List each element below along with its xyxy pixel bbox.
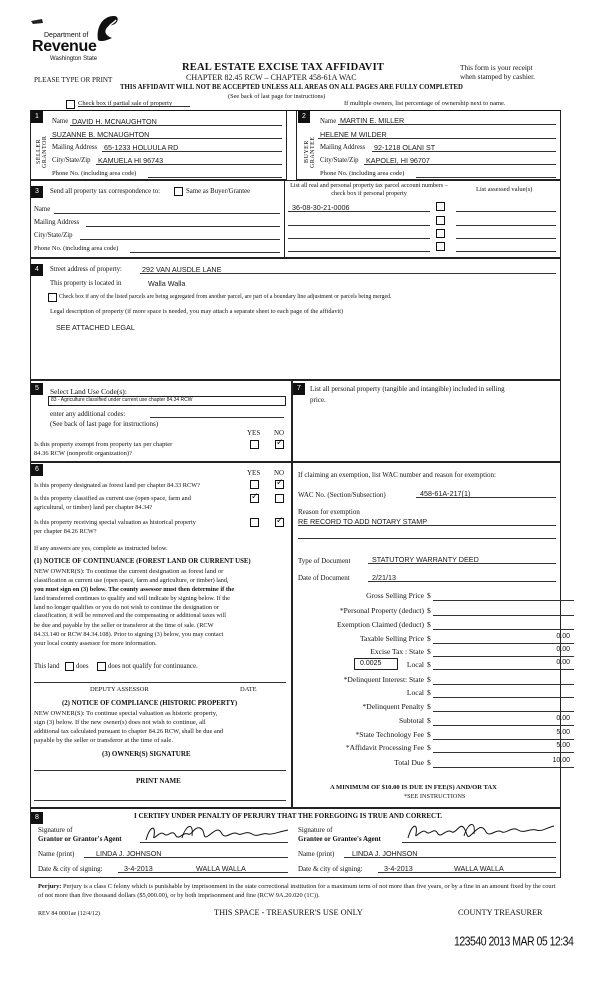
grantor-name: LINDA J. JOHNSON	[96, 849, 162, 858]
seller-phone-line	[148, 177, 282, 178]
dollar-sign: $	[427, 716, 431, 725]
s3-phone-line	[130, 252, 280, 253]
fee-line	[433, 643, 574, 644]
s5-yes-label: YES	[247, 429, 261, 437]
fee-row-personal	[298, 606, 574, 616]
grantee-name-line	[344, 857, 556, 858]
s6-q3-no[interactable]	[275, 518, 284, 527]
seller-name-label: Name	[52, 118, 69, 125]
seller-city-line	[96, 164, 282, 165]
fee-row-penalty	[298, 702, 574, 712]
assessed-line-4	[456, 251, 556, 252]
s3-phone-label: Phone No. (including area code)	[34, 245, 119, 252]
fee-label: Subtotal	[398, 716, 424, 725]
notice1-l5: land no longer qualifies or you do not wish to continue the designation or	[34, 604, 219, 611]
grantor-sig-label-1: Signature of	[38, 826, 73, 834]
grantor-date: 3-4-2013	[124, 864, 153, 873]
dollar-sign: $	[427, 702, 431, 711]
fee-row-taxable	[298, 634, 574, 644]
reason-line-2	[298, 538, 556, 539]
grantor-signature	[142, 822, 292, 846]
grantor-name-line	[84, 857, 288, 858]
section3-number: 3	[31, 186, 43, 198]
s6-q3a: Is this property receiving special valuation as historical property	[34, 519, 196, 526]
dollar-sign: $	[427, 758, 431, 767]
partial-sale-line	[78, 106, 190, 107]
exempt-q2: 84.36 RCW (nonprofit organization)?	[34, 450, 132, 457]
notice1-l3: you must sign on (3) below. The county assessor must then determine if the	[34, 586, 235, 593]
dollar-sign: $	[427, 647, 431, 656]
fee-line	[433, 725, 574, 726]
dept-name: Revenue	[32, 38, 97, 55]
multiple-owners-note: If multiple owners, list percentage of ownership next to name.	[344, 100, 506, 107]
seller-mailing-label: Mailing Address	[52, 144, 98, 151]
exempt-no-checkbox[interactable]	[275, 440, 284, 449]
s6-q2b: agricultural, or timber) land per chapter 84.34?	[34, 504, 153, 511]
section4-number: 4	[31, 264, 43, 276]
same-as-buyer-label: Same as Buyer/Grantee	[186, 188, 251, 195]
fee-value: 0.00	[556, 646, 570, 653]
section7-number: 7	[293, 383, 305, 395]
seller-city: KAMUELA HI 96743	[98, 156, 164, 165]
does-checkbox[interactable]	[65, 662, 74, 671]
seller-name-1: DAVID H. MCNAUGHTON	[72, 117, 157, 126]
ink-mark-icon	[30, 16, 44, 26]
fee-label: Local	[406, 660, 424, 669]
grantor-sig-label-2: Grantor or Grantor's Agent	[38, 835, 122, 843]
see-back: (See back of last page for instructions)	[228, 93, 326, 100]
dollar-sign: $	[427, 660, 431, 669]
grantee-name-label: Name (print)	[298, 850, 335, 858]
receipt-note-1: This form is your receipt	[460, 63, 533, 72]
s5-see-back: (See back of last page for instructions)	[50, 420, 159, 428]
fee-value: 0.00	[556, 633, 570, 640]
reason-line-1	[298, 525, 556, 526]
fee-row-tech-fee	[298, 730, 574, 740]
seller-phone-label: Phone No. (including area code)	[52, 170, 137, 177]
fee-label: Local	[406, 688, 424, 697]
dollar-sign: $	[427, 591, 431, 600]
grantor-date-label: Date & city of signing:	[38, 865, 103, 873]
street-line	[140, 273, 556, 274]
fee-value: 0.00	[556, 659, 570, 666]
owner-sig-line	[34, 770, 286, 771]
section1-number: 1	[31, 111, 43, 123]
fee-row-interest-local	[298, 688, 574, 698]
buyer-name-line-2	[318, 138, 556, 139]
s6-q2-no[interactable]	[275, 494, 284, 503]
dor-logo	[30, 14, 120, 66]
buyer-name-label: Name	[320, 118, 337, 125]
doc-type-label: Type of Document	[298, 557, 351, 565]
grantee-name: LINDA J. JOHNSON	[352, 849, 418, 858]
section1-divider	[30, 110, 561, 111]
owner-sig-label: (3) OWNER(S) SIGNATURE	[102, 750, 191, 758]
parcel-line-1	[288, 211, 430, 212]
seller-city-label: City/State/Zip	[52, 157, 91, 164]
grantee-city: WALLA WALLA	[454, 864, 504, 873]
dollar-sign: $	[427, 606, 431, 615]
fee-label: Gross Selling Price	[366, 591, 424, 600]
s3-city-label: City/State/Zip	[34, 232, 73, 239]
buyer-phone-label: Phone No. (including area code)	[320, 170, 405, 177]
grantee-sig-label-2: Grantee or Grantee's Agent	[298, 835, 381, 843]
wac-label: WAC No. (Section/Subsection)	[298, 491, 386, 499]
fee-label: *Affidavit Processing Fee	[345, 743, 424, 752]
notice1-l8: 84.33.140 or RCW 84.34.108). Prior to signing (3) below, you may contact	[34, 631, 224, 638]
notice1-l9: your local county assessor for more information.	[34, 640, 157, 647]
dollar-sign: $	[427, 620, 431, 629]
assessed-line-1	[456, 211, 556, 212]
dept-state: Washington State	[50, 56, 98, 62]
s6-q3-yes[interactable]	[250, 518, 259, 527]
grantee-date-label: Date & city of signing:	[298, 865, 363, 873]
s3-name-label: Name	[34, 206, 51, 213]
notice2-l1: NEW OWNER(S): To continue special valuation as historic property,	[34, 710, 218, 717]
s6-q1: Is this property designated as forest land per chapter 84.33 RCW?	[34, 482, 200, 489]
s6-q2-yes[interactable]	[250, 494, 259, 503]
fee-row-total	[298, 758, 574, 768]
seller-name-line-2	[50, 138, 282, 139]
fee-line	[433, 629, 574, 630]
land-use-value: 83 - Agriculture classified under current use chapter 84.34 RCW	[51, 397, 193, 403]
perjury-title: Perjury:	[38, 883, 62, 890]
fee-value: 0.00	[556, 715, 570, 722]
notice1-l2: classification as current use (open space, farm and agriculture, or timber) land,	[34, 577, 229, 584]
buyer-name-2: HELENE M WILDER	[320, 130, 387, 139]
fee-row-subtotal	[298, 716, 574, 726]
segregated-checkbox[interactable]	[48, 293, 57, 302]
notice1-title: (1) NOTICE OF CONTINUANCE (FOREST LAND OR CURRENT USE)	[34, 558, 251, 565]
wac-value: 458-61A-217(1)	[420, 489, 471, 498]
fee-line	[433, 739, 574, 740]
reason-label: Reason for exemption	[298, 508, 360, 516]
grantor-date-line	[118, 872, 288, 873]
buyer-mailing-label: Mailing Address	[320, 144, 366, 151]
assessed-header: List assessed value(s)	[476, 186, 533, 193]
fee-line	[433, 656, 574, 657]
warning-text: THIS AFFIDAVIT WILL NOT BE ACCEPTED UNLESS ALL AREAS ON ALL PAGES ARE FULLY COMPLETED	[120, 84, 463, 91]
notice2-title: (2) NOTICE OF COMPLIANCE (HISTORIC PROPERTY)	[62, 700, 238, 707]
deputy-label: DEPUTY ASSESSOR	[90, 686, 149, 693]
parcel-line-3	[288, 238, 430, 239]
fee-row-excise-state	[298, 647, 574, 657]
notice2-l3: additional tax calculated pursuant to chapter 84.26 RCW, shall be due and	[34, 728, 224, 735]
parcel-checkbox-4[interactable]	[436, 242, 445, 251]
seller-mailing-line	[102, 151, 282, 152]
fee-line	[433, 615, 574, 616]
deputy-sig-line	[34, 682, 286, 683]
reason-value: RE RECORD TO ADD NOTARY STAMP	[298, 517, 427, 526]
notice1-l6: classification, it will be removed and the compensating or additional taxes will	[34, 613, 226, 619]
form-revision: REV 84 0001ae (12/4/12)	[38, 911, 101, 917]
located-value: Walla Walla	[148, 279, 186, 288]
print-name-label: PRINT NAME	[136, 777, 181, 785]
parcel-1: 36-08-30-21-0006	[292, 203, 350, 212]
perjury-text: Perjury is a class C felony which is punishable by imprisonment in the state correctional institution for a maximum term of not more than five years, or by a fine in an amount fixed by the court of not more than five thousand dollars ($5,000.00), or by both imprisonment and fine (RCW 9A.20.020 (1C)).	[38, 883, 556, 899]
dollar-sign: $	[427, 675, 431, 684]
dollar-sign: $	[427, 634, 431, 643]
additional-codes-label: enter any additional codes:	[50, 410, 126, 418]
additional-codes-line	[150, 417, 284, 418]
this-land-label: This land	[34, 663, 60, 670]
date-label: DATE	[240, 686, 257, 693]
parcel-header: List all real and personal property tax parcel account numbers – check box if personal property	[290, 182, 448, 197]
section6-number: 6	[31, 464, 43, 476]
section4-box	[30, 258, 561, 380]
treasurer-space: THIS SPACE - TREASURER'S USE ONLY	[214, 908, 363, 917]
s6-q2a: Is this property classified as current use (open space, farm and	[34, 495, 191, 502]
grantee-date-line	[378, 872, 556, 873]
buyer-name-1: MARTIN E. MILLER	[340, 116, 405, 125]
land-use-label: Select Land Use Code(s):	[50, 387, 127, 396]
s3-name-line	[54, 213, 280, 214]
fee-row-interest-state	[298, 675, 574, 685]
s6-yes-label: YES	[247, 469, 261, 477]
fee-line	[433, 669, 574, 670]
dollar-sign: $	[427, 730, 431, 739]
fee-label: *Personal Property (deduct)	[339, 606, 424, 615]
does-not-label: does not qualify for continuance.	[108, 663, 198, 670]
grantor-name-label: Name (print)	[38, 850, 75, 858]
notice1-l7: be due and payable by the seller or transferor at the time of sale. (RCW	[34, 622, 214, 629]
fee-label: *Delinquent Interest: State	[343, 675, 424, 684]
notice2-l4: payable by the seller or transferor at the time of sale.	[34, 737, 173, 744]
fee-row-excise-local	[298, 660, 574, 670]
parcel-line-2	[288, 225, 430, 226]
parcel-checkbox-1[interactable]	[436, 202, 445, 211]
doc-type-value: STATUTORY WARRANTY DEED	[372, 555, 479, 564]
send-correspondence-label: Send all property tax correspondence to:	[50, 188, 161, 195]
fee-label: *State Technology Fee	[355, 730, 424, 739]
please-type: PLEASE TYPE OR PRINT	[34, 76, 113, 84]
section8-number: 8	[31, 812, 43, 824]
fee-line	[433, 697, 574, 698]
s6-no-label: NO	[274, 469, 285, 477]
s6-if-yes: If any answers are yes, complete as instructed below.	[34, 545, 168, 552]
wac-line	[416, 497, 556, 498]
buyer-name-line-1	[338, 124, 556, 125]
fee-row-processing-fee	[298, 743, 574, 753]
buyer-side-label: BUYER GRANTEE	[304, 136, 316, 168]
grantee-date: 3-4-2013	[384, 864, 413, 873]
parcel-line-4	[288, 251, 430, 252]
certify-text: I CERTIFY UNDER PENALTY OF PERJURY THAT THE FOREGOING IS TRUE AND CORRECT.	[134, 812, 443, 820]
fee-value: 10.00	[552, 757, 570, 764]
legal-value: SEE ATTACHED LEGAL	[56, 323, 135, 332]
print-name-line	[34, 800, 286, 801]
street-value: 292 VAN AUSDLE LANE	[142, 265, 222, 274]
legal-label: Legal description of property (if more space is needed, you may attach a separate sheet to each page of the affidavit)	[50, 308, 344, 315]
notice1-l1: NEW OWNER(S): To continue the current designation as forest land or	[34, 568, 224, 575]
seller-side-label: SELLER GRANTOR	[36, 135, 48, 169]
buyer-phone-line	[416, 177, 556, 178]
fee-row-exemption	[298, 620, 574, 630]
parcel-checkbox-2[interactable]	[436, 216, 445, 225]
fee-label: *Delinquent Penalty	[362, 702, 424, 711]
form-subtitle: CHAPTER 82.45 RCW – CHAPTER 458-61A WAC	[186, 73, 357, 82]
seller-mailing: 65-1233 HOLUULA RD	[104, 143, 179, 152]
notice1-l4: land transferred continues to qualify and will indicate by signing below. If the	[34, 595, 230, 602]
partial-sale-checkbox[interactable]	[66, 100, 75, 109]
notice2-l2: sign (3) below. If the new owner(s) does not wish to continue, all	[34, 719, 206, 726]
fee-line	[433, 711, 574, 712]
fee-line	[433, 752, 574, 753]
perjury-block	[38, 882, 558, 900]
fee-label: Excise Tax : State	[370, 647, 424, 656]
fee-label: Exemption Claimed (deduct)	[336, 620, 424, 629]
doc-type-line	[368, 563, 556, 564]
section5-number: 5	[31, 383, 43, 395]
same-as-buyer-checkbox[interactable]	[174, 187, 183, 196]
doc-date-label: Date of Document	[298, 574, 350, 582]
does-not-checkbox[interactable]	[97, 662, 106, 671]
fee-row-gross	[298, 591, 574, 601]
parcel-checkbox-3[interactable]	[436, 229, 445, 238]
local-rate: 0.0025	[360, 660, 382, 667]
fee-label: Total Due	[394, 758, 424, 767]
fee-label: Taxable Selling Price	[359, 634, 424, 643]
fee-line	[433, 600, 574, 601]
buyer-mailing: 92-1218 OLANI ST	[374, 143, 436, 152]
segregated-label: Check box if any of the listed parcels are being segregated from another parcel, are part of a boundary line adjustment or parcels being merged.	[59, 294, 392, 300]
buyer-city-line	[364, 164, 556, 165]
s3-mailing-label: Mailing Address	[34, 219, 80, 226]
exempt-yes-checkbox[interactable]	[250, 440, 259, 449]
county-treasurer: COUNTY TREASURER	[458, 908, 543, 917]
form-title: REAL ESTATE EXCISE TAX AFFIDAVIT	[182, 62, 385, 73]
s5-no-label: NO	[274, 429, 285, 437]
s3-mailing-line	[86, 226, 280, 227]
partial-sale-label: Check box if partial sale of property	[78, 100, 173, 107]
logo-mark-icon	[94, 14, 120, 42]
does-label: does	[76, 663, 89, 670]
receipt-note-2: when stamped by cashier.	[460, 72, 535, 81]
assessed-line-3	[456, 238, 556, 239]
doc-date-line	[368, 581, 556, 582]
minimum-note: A MINIMUM OF $10.00 IS DUE IN FEE(S) AND/OR TAX	[330, 784, 497, 791]
seller-name-line-1	[70, 125, 282, 126]
fee-value: 5.00	[556, 729, 570, 736]
s3-city-line	[80, 239, 280, 240]
seller-name-2: SUZANNE B. MCNAUGHTON	[52, 130, 150, 139]
buyer-city: KAPOLEI, HI 96707	[366, 156, 430, 165]
dollar-sign: $	[427, 743, 431, 752]
assessed-line-2	[456, 225, 556, 226]
grantor-city: WALLA WALLA	[196, 864, 246, 873]
grantee-signature	[404, 820, 558, 844]
see-instructions: *SEE INSTRUCTIONS	[404, 793, 466, 800]
section7-text-1: List all personal property (tangible and intangible) included in selling	[310, 385, 505, 393]
buyer-mailing-line	[372, 151, 556, 152]
s6-q3b: per chapter 84.26 RCW?	[34, 528, 97, 535]
receipt-stamp: 123540 2013 MAR 05 12:34	[454, 934, 574, 950]
fee-line	[433, 684, 574, 685]
fee-value: 5.00	[556, 742, 570, 749]
section2-number: 2	[298, 111, 310, 123]
fee-line	[433, 767, 574, 768]
doc-date-value: 2/21/13	[372, 573, 396, 582]
exempt-q1: Is this property exempt from property tax per chapter	[34, 441, 173, 448]
buyer-city-label: City/State/Zip	[320, 157, 359, 164]
section7-text-2: price.	[310, 396, 326, 404]
dollar-sign: $	[427, 688, 431, 697]
exemption-intro: If claiming an exemption, list WAC number and reason for exemption:	[298, 471, 496, 479]
located-label: This property is located in	[50, 280, 122, 287]
section3-divider	[284, 180, 285, 258]
s6-q1-no[interactable]	[275, 480, 284, 489]
s6-q1-yes[interactable]	[250, 480, 259, 489]
dept-small: Department of	[44, 32, 89, 39]
street-label: Street address of property:	[50, 266, 122, 273]
grantee-sig-label-1: Signature of	[298, 826, 333, 834]
